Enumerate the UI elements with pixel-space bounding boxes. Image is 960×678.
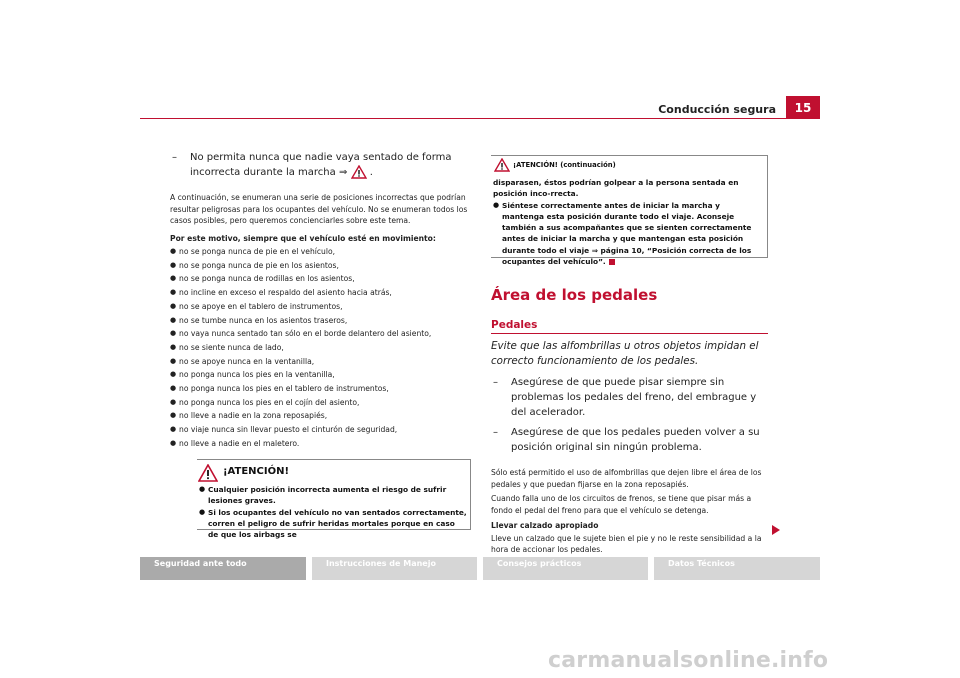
warning-triangle-icon xyxy=(351,165,367,179)
paragraph-shoes: Lleve un calzado que le sujete bien el pie y no le reste sensibilidad a la hora de accionar los pedales. xyxy=(491,533,762,554)
warning-title: ¡ATENCIÓN! xyxy=(223,466,290,477)
list-item: ● no se ponga nunca de pie en el vehículo, xyxy=(170,245,470,259)
footer-tab-tips[interactable]: Consejos prácticos xyxy=(483,557,648,580)
list-item: ● no viaje nunca sin llevar puesto el cinturón de seguridad, xyxy=(170,423,470,437)
warning-item: ● Siéntese correctamente antes de iniciar la marcha y mantenga esta posición durante todo el viaje. Aconseje también a sus acompañantes que se sienten correctamente antes de iniciar la marcha y que mantengan esta posición durante todo el viaje ⇒ página 10, “Posición correcta de los ocupantes del vehículo”. xyxy=(493,200,763,268)
subsection-title: Pedales xyxy=(491,319,538,331)
section-title: Área de los pedales xyxy=(491,286,658,304)
list-item: ● no ponga nunca los pies en el tablero de instrumentos, xyxy=(170,382,470,396)
warning-title: ¡ATENCIÓN! (continuación) xyxy=(513,161,616,169)
paragraph-brake: Cuando falla uno de los circuitos de frenos, se tiene que pisar más a fondo el pedal del freno para que el vehículo se detenga. xyxy=(491,494,752,515)
list-item: ● no se apoye en el tablero de instrumentos, xyxy=(170,300,470,314)
page-header-title: Conducción segura xyxy=(658,103,776,116)
dash-item-pedals-return: – Asegúrese de que los pedales pueden volver a su posición original sin ningún problema. xyxy=(493,427,760,453)
shoes-heading: Llevar calzado apropiado xyxy=(491,521,599,530)
warning-continuation: disparasen, éstos podrían golpear a la persona sentada en posición inco-rrecta. xyxy=(493,178,739,199)
list-item: ● no incline en exceso el respaldo del asiento hacia atrás, xyxy=(170,286,470,300)
list-item: ● no ponga nunca los pies en el cojín del asiento, xyxy=(170,396,470,410)
incorrect-positions-list xyxy=(170,245,470,451)
end-marker-icon xyxy=(609,259,615,265)
dash-item-pedals: – Asegúrese de que puede pisar siempre sin problemas los pedales del freno, del embrague y del acelerador. xyxy=(493,377,757,418)
footer-tab-operation[interactable]: Instrucciones de Manejo xyxy=(312,557,477,580)
paragraph-mats: Sólo está permitido el uso de alfombrillas que dejen libre el área de los pedales y que puedan fijarse en la zona reposapiés. xyxy=(491,468,762,489)
list-item: ● no se ponga nunca de rodillas en los asientos, xyxy=(170,272,470,286)
watermark: carmanualsonline.info xyxy=(548,648,829,673)
warning-item: ● Cualquier posición incorrecta aumenta el riesgo de sufrir lesiones graves. xyxy=(199,484,467,507)
list-item: ● no se siente nunca de lado, xyxy=(170,341,470,355)
header-rule xyxy=(140,118,820,119)
list-item: ● no vaya nunca sentado tan sólo en el borde delantero del asiento, xyxy=(170,327,470,341)
page-number: 15 xyxy=(786,96,820,119)
warning-body xyxy=(199,484,467,540)
footer-tab-safety[interactable]: Seguridad ante todo xyxy=(140,557,306,580)
list-item: ● no lleve a nadie en el maletero. xyxy=(170,437,470,451)
intro-italic: Evite que las alfombrillas u otros objetos impidan el correcto funcionamiento de los pedales. xyxy=(491,340,759,367)
list-item: ● no se ponga nunca de pie en los asientos, xyxy=(170,259,470,273)
warning-triangle-icon xyxy=(494,158,510,172)
list-item: ● no lleve a nadie en la zona reposapiés, xyxy=(170,409,470,423)
right-body xyxy=(491,375,771,556)
left-column xyxy=(170,150,470,451)
warning-item: ● Si los ocupantes del vehículo no van sentados correctamente, corren el peligro de sufrir heridas mortales porque en caso de que los airbags se xyxy=(199,507,467,541)
next-page-arrow-icon xyxy=(772,525,780,535)
warning-box-left xyxy=(197,459,471,540)
warning-triangle-icon xyxy=(198,464,218,482)
list-item: ● no se apoye nunca en la ventanilla, xyxy=(170,355,470,369)
lead-paragraph: Por este motivo, siempre que el vehículo esté en movimiento: xyxy=(170,233,436,243)
list-item: ● no ponga nunca los pies en la ventanilla, xyxy=(170,368,470,382)
footer-tab-technical[interactable]: Datos Técnicos xyxy=(654,557,820,580)
warning-body xyxy=(493,177,763,267)
dash-item-seating: – No permita nunca que nadie vaya sentado de forma incorrecta durante la marcha ⇒ . xyxy=(172,152,452,178)
subsection-rule xyxy=(491,333,768,334)
warning-box-right xyxy=(491,155,768,267)
list-item: ● no se tumbe nunca en los asientos traseros, xyxy=(170,314,470,328)
intro-paragraph: A continuación, se enumeran una serie de posiciones incorrectas que podrían resultar peligrosas para los ocupantes del vehículo. No se enumeran todos los casos posibles, pero queremos concienciarles sobre este tema. xyxy=(170,193,468,225)
